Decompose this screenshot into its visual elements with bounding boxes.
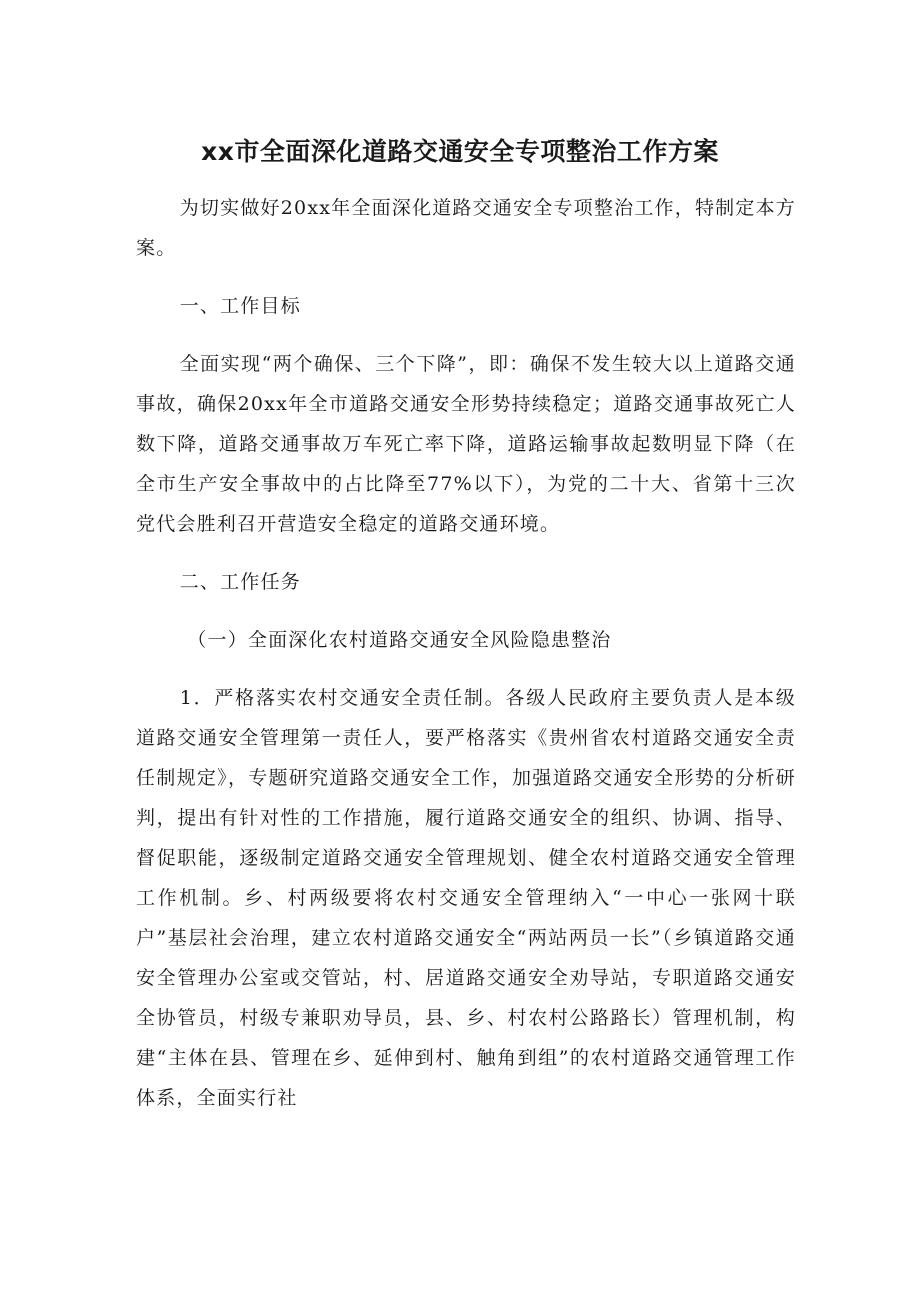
item-1-paragraph: 1．严格落实农村交通安全责任制。各级人民政府主要负责人是本级道路交通安全管理第一责任人，要严格落实《贵州省农村道路交通安全责任制规定》，专题研究道路交通安全工作，加强道路交通安全形势的分析研判，提出有针对性的工作措施，履行道路交通安全的组织、协调、指导、督促职能，逐级制定道路交通安全管理规划、健全农村道路交通安全管理工作机制。乡、村两级要将农村交通安全管理纳入“一中心一张网十联户”基层社会治理，建立农村道路交通安全“两站两员一长”（乡镇道路交通安全管理办公室或交管站，村、居道路交通安全劝导站，专职道路交通安全协管员，村级专兼职劝导员，县、乡、村农村公路路长）管理机制，构建“主体在县、管理在乡、延伸到村、触角到组”的农村道路交通管理工作体系，全面实行社 — [136, 687, 796, 1109]
section-heading-goals: 一、工作目标 — [179, 295, 301, 317]
goals-paragraph: 全面实现“两个确保、三个下降”，即：确保不发生较大以上道路交通事故，确保20xx年全市道路交通安全形势持续稳定；道路交通事故死亡人数下降，道路交通事故万车死亡率下降，道路运输事故起数明显下降（在全市生产安全事故中的占比降至77%以下），为党的二十大、省第十三次党代会胜利召开营造安全稳定的道路交通环境。 — [136, 353, 796, 535]
document-body — [136, 188, 796, 1118]
section-heading-tasks: 二、工作任务 — [179, 571, 301, 593]
subsection-heading-rural: （一）全面深化农村道路交通安全风险隐患整治 — [187, 629, 612, 651]
document-title: xx市全面深化道路交通安全专项整治工作方案 — [201, 137, 719, 166]
intro-paragraph: 为切实做好20xx年全面深化道路交通安全专项整治工作，特制定本方案。 — [136, 197, 796, 259]
